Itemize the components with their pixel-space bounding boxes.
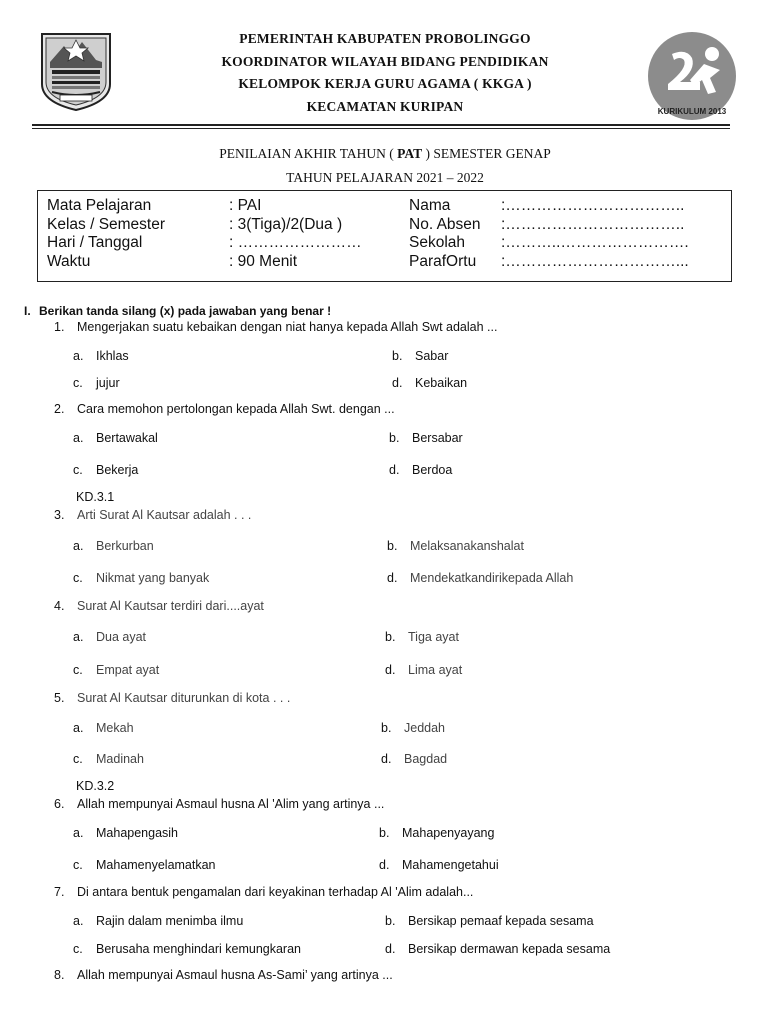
info-value: : 3(Tiga)/2(Dua ) [229, 215, 343, 233]
info-label: Kelas / Semester [47, 215, 166, 233]
absen-field[interactable]: :…………………………….. [501, 215, 685, 233]
section-number: I. [24, 304, 31, 318]
info-value: : PAI [229, 197, 262, 214]
exam-title [150, 142, 620, 190]
letterhead-line-4: KECAMATAN KURIPAN [306, 98, 464, 114]
info-label: Nama [409, 197, 451, 214]
info-label: Mata Pelajaran [47, 197, 152, 214]
info-label: ParafOrtu [409, 252, 477, 270]
info-label: Hari / Tanggal [47, 234, 143, 251]
probolinggo-coat-of-arms-icon [38, 32, 114, 112]
kd-label: KD.3.2 [76, 779, 115, 793]
exam-page: KURIKULUM 2013 PEMERINTAH KABUPATEN PROBOLINGGO KOORDINATOR WILAYAH BIDANG PENDIDIKAN KELOMPOK KERJA GURU AGAMA ( KKGA ) KECAMATAN KURIPAN PENILAIAN AKHIR TAHUN ( PAT ) SEMESTER GENAP TAHUN PELAJARAN 2021 – 2022 Mata Pelajaran : PAI Nama :…………………………….. Kelas / Semester : 3(Tiga)/2(Dua ) No. Absen :…………………………….. Hari / Tanggal : …………………… Sekolah :………..……………………. Waktu : 90 Menit ParafOrtu :……………………………... I. Berikan tanda silang (x) pada jawaban yang benar ! 1. Mengerjakan suatu kebaikan dengan niat hanya kepada Allah Swt adalah ... a. Ikhlas b. Sabar c. jujur d. Kebaikan 2. Cara memohon pertolongan kepada Allah Swt. dengan ... a. Bertawakal b. Bersabar c. Bekerja d. Berdoa KD.3.1 3. Arti Surat Al Kautsar adalah . . . a. Berkurban b. Melaksanakanshalat c. Nikmat yang banyak d. Mendekatkandirikepada Allah 4. Surat Al Kautsar terdiri dari....ayat a. Dua ayat b. Tiga ayat c. Empat ayat d. Lima ayat 5. Surat Al Kautsar diturunkan di kota . . . a. Mekah b. Jeddah c. Madinah d. Bagdad KD.3.2 6. Allah mempunyai Asmaul husna Al 'Alim yang artinya ... a. Mahapengasih b. Mahapenyayang c. Mahamenyelamatkan d. Mahamengetahui 7. Di antara bentuk pengamalan dari keyakinan terhadap Al 'Alim adalah... a. Rajin dalam menimba ilmu b. Bersikap pemaaf kepada sesama c. Berusaha menghindari kemungkaran d. Bersikap dermawan kepada sesama 8. Allah mempunyai Asmaul husna As-Sami’ yang artinya ... [0, 0, 768, 1024]
student-info-box [37, 190, 732, 282]
info-label: No. Absen [409, 215, 481, 233]
kurikulum-2013-logo-icon [646, 30, 738, 122]
info-label: Sekolah [409, 234, 466, 251]
section-text: Berikan tanda silang (x) pada jawaban yang benar ! [39, 304, 332, 318]
letterhead-line-1: PEMERINTAH KABUPATEN PROBOLINGGO [239, 31, 531, 46]
name-field[interactable]: :…………………………….. [501, 197, 685, 214]
parent-signature-field[interactable]: :……………………………... [501, 252, 689, 270]
kd-label: KD.3.1 [76, 490, 115, 504]
info-value: : 90 Menit [229, 252, 298, 270]
exam-year: TAHUN PELAJARAN 2021 – 2022 [286, 170, 484, 185]
letterhead-line-3: KELOMPOK KERJA GURU AGAMA ( KKGA ) [238, 76, 532, 91]
letterhead-divider-thin [32, 128, 730, 129]
letterhead [150, 28, 620, 118]
letterhead-divider-thick [32, 124, 730, 126]
info-label: Waktu [47, 252, 91, 270]
exam-title-line: PENILAIAN AKHIR TAHUN ( PAT ) SEMESTER GENAP [219, 146, 551, 161]
kurikulum-logo-text: KURIKULUM 2013 [657, 107, 727, 116]
school-field[interactable]: :………..……………………. [501, 234, 689, 251]
date-field[interactable]: : …………………… [229, 234, 362, 251]
letterhead-line-2: KOORDINATOR WILAYAH BIDANG PENDIDIKAN [221, 53, 549, 69]
